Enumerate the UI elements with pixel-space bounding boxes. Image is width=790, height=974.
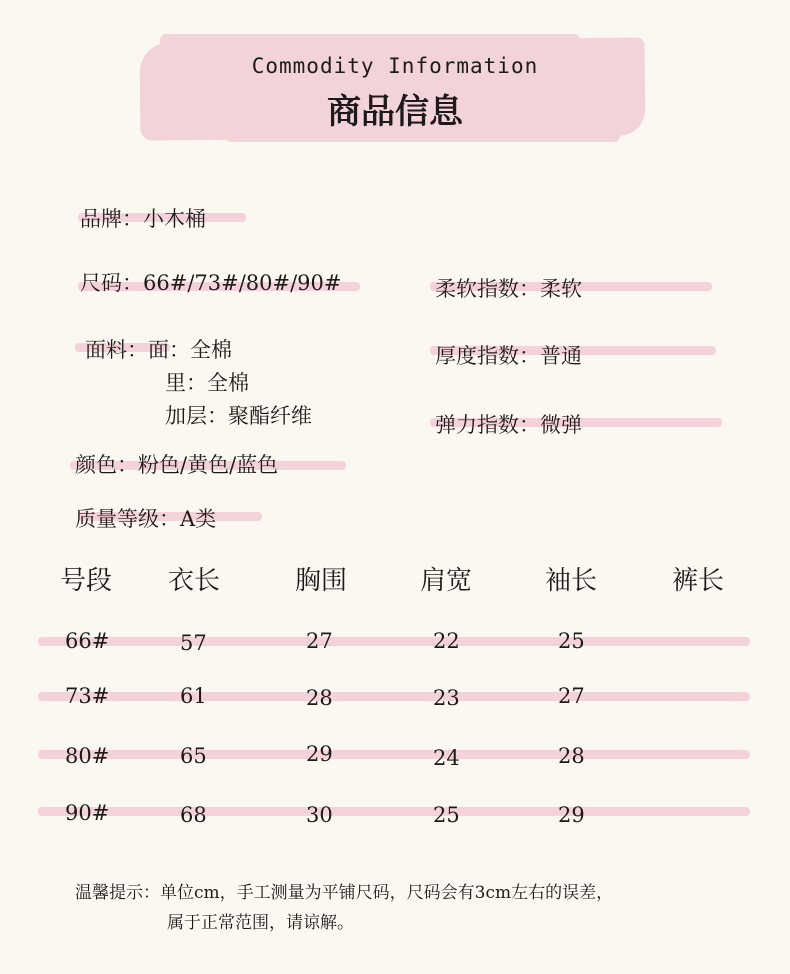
table-cell: 73# (65, 684, 110, 708)
title-chinese: 商品信息 (327, 92, 463, 132)
lining-info: 里：全棉 (165, 371, 249, 395)
table-cell: 25 (558, 629, 585, 653)
table-cell: 29 (306, 742, 333, 766)
table-header-length: 衣长 (168, 566, 221, 596)
size-info: 尺码：66#/73#/80#/90# (80, 271, 342, 295)
table-cell: 28 (558, 744, 585, 768)
table-cell: 28 (306, 686, 333, 710)
table-row-stripe (38, 692, 750, 701)
grade-info: 质量等级：A类 (75, 507, 217, 531)
table-cell: 30 (306, 803, 333, 827)
table-header-size: 号段 (60, 566, 113, 596)
table-cell: 23 (433, 686, 460, 710)
table-row-stripe (38, 807, 750, 816)
table-cell: 90# (65, 801, 110, 825)
thickness-info: 厚度指数：普通 (435, 344, 582, 368)
title-banner-edge (160, 34, 580, 48)
table-cell: 27 (306, 629, 333, 653)
table-cell: 66# (65, 629, 110, 653)
table-cell: 22 (433, 629, 460, 653)
table-header-shoulder: 肩宽 (420, 566, 473, 596)
table-cell: 24 (433, 746, 460, 770)
title-english: Commodity Information (251, 54, 539, 78)
softness-info: 柔软指数：柔软 (435, 277, 582, 301)
table-cell: 29 (558, 803, 585, 827)
table-cell: 57 (180, 631, 207, 655)
table-cell: 27 (558, 684, 585, 708)
table-header-sleeve: 袖长 (545, 566, 598, 596)
table-cell: 65 (180, 744, 207, 768)
brand-info: 品牌：小木桶 (80, 207, 206, 231)
table-header-chest: 胸围 (295, 566, 348, 596)
table-cell: 25 (433, 803, 460, 827)
table-cell: 80# (65, 744, 110, 768)
table-header-pants: 裤长 (672, 566, 725, 596)
table-row-stripe (38, 750, 750, 759)
fabric-info: 面料：面：全棉 (85, 338, 232, 362)
table-row-stripe (38, 637, 750, 646)
padding-info: 加层：聚酯纤维 (165, 404, 312, 428)
elasticity-info: 弹力指数：微弹 (435, 413, 582, 437)
table-cell: 68 (180, 803, 207, 827)
footer-note: 属于正常范围，请谅解。 (167, 913, 354, 933)
color-info: 颜色：粉色/黄色/蓝色 (75, 453, 279, 477)
footer-note: 温馨提示：单位cm，手工测量为平铺尺码，尺码会有3cm左右的误差， (75, 883, 614, 903)
table-cell: 61 (180, 684, 207, 708)
